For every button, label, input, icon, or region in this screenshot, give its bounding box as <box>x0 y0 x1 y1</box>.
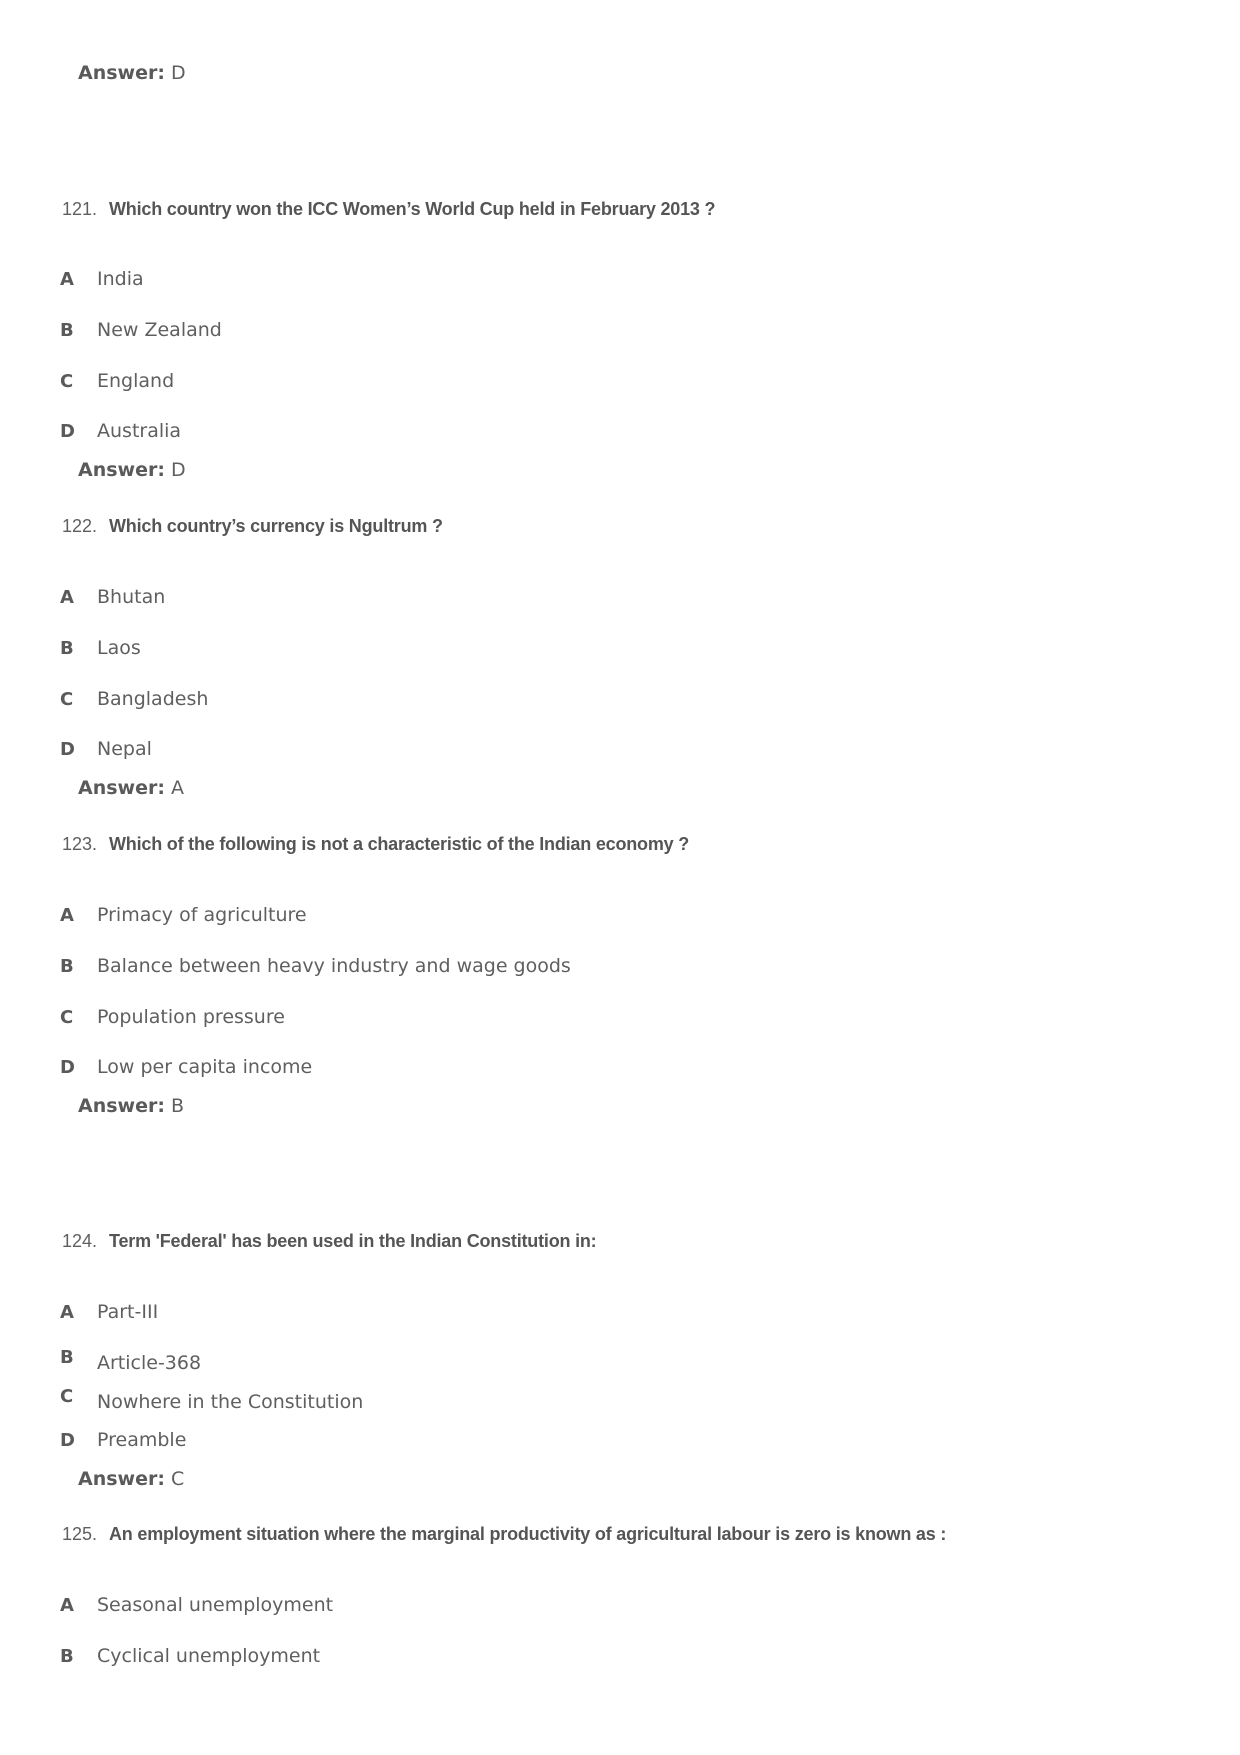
question-text: An employment situation where the marginal productivity of agricultural labour is zero is known as : <box>109 1524 947 1544</box>
question-text: Term 'Federal' has been used in the Indian Constitution in: <box>109 1231 597 1251</box>
option-letter: A <box>60 587 74 608</box>
option-text: Part-III <box>97 1301 159 1323</box>
option-text: Bhutan <box>97 586 166 608</box>
option-text: Nepal <box>97 738 152 760</box>
answer-value: A <box>171 777 184 799</box>
answer-value: D <box>171 459 186 481</box>
option-letter: B <box>60 1646 74 1667</box>
option-text: Balance between heavy industry and wage goods <box>97 955 571 977</box>
option-letter: A <box>60 269 74 290</box>
answer-line <box>78 1468 184 1490</box>
answer-label: Answer: <box>78 777 165 799</box>
option-text: India <box>97 268 144 290</box>
answer-line <box>78 459 186 481</box>
option-text: Cyclical unemployment <box>97 1645 321 1667</box>
option-text: Australia <box>97 420 182 442</box>
option-letter: B <box>60 1347 74 1368</box>
question-text: Which country won the ICC Women’s World Cup held in February 2013 ? <box>109 199 716 219</box>
question-number: 121. <box>62 199 98 219</box>
option-text: New Zealand <box>97 319 222 341</box>
answer-line <box>78 1095 184 1117</box>
question-number: 123. <box>62 834 98 854</box>
question-number: 125. <box>62 1524 98 1544</box>
option-text: Article-368 <box>97 1352 202 1374</box>
option-letter: C <box>60 689 74 710</box>
option-text: Primacy of agriculture <box>97 904 307 926</box>
option-letter: C <box>60 371 74 392</box>
previous-answer <box>78 62 186 84</box>
option-text: Bangladesh <box>97 688 209 710</box>
option-letter: C <box>60 1007 74 1028</box>
option-letter: B <box>60 320 74 341</box>
answer-label: Answer: <box>78 459 165 481</box>
option-letter: D <box>60 1430 75 1451</box>
option-letter: D <box>60 739 75 760</box>
option-text: England <box>97 370 175 392</box>
option-letter: A <box>60 1302 74 1323</box>
question-number: 122. <box>62 516 98 536</box>
option-text: Population pressure <box>97 1006 285 1028</box>
question-text: Which of the following is not a characteristic of the Indian economy ? <box>109 834 690 854</box>
answer-label: Answer: <box>78 1468 165 1490</box>
option-text: Low per capita income <box>97 1056 313 1078</box>
option-text: Seasonal unemployment <box>97 1594 334 1616</box>
option-letter: D <box>60 421 75 442</box>
option-text: Preamble <box>97 1429 187 1451</box>
option-letter: A <box>60 905 74 926</box>
option-letter: C <box>60 1386 74 1407</box>
answer-label: Answer: <box>78 62 165 84</box>
answer-line <box>78 777 184 799</box>
answer-value: D <box>171 62 186 84</box>
question-number: 124. <box>62 1231 98 1251</box>
answer-label: Answer: <box>78 1095 165 1117</box>
option-letter: D <box>60 1057 75 1078</box>
question-text: Which country’s currency is Ngultrum ? <box>109 516 443 536</box>
option-letter: B <box>60 956 74 977</box>
answer-value: C <box>171 1468 185 1490</box>
answer-value: B <box>171 1095 185 1117</box>
option-letter: B <box>60 638 74 659</box>
option-text: Nowhere in the Constitution <box>97 1391 364 1413</box>
option-letter: A <box>60 1595 74 1616</box>
option-text: Laos <box>97 637 141 659</box>
